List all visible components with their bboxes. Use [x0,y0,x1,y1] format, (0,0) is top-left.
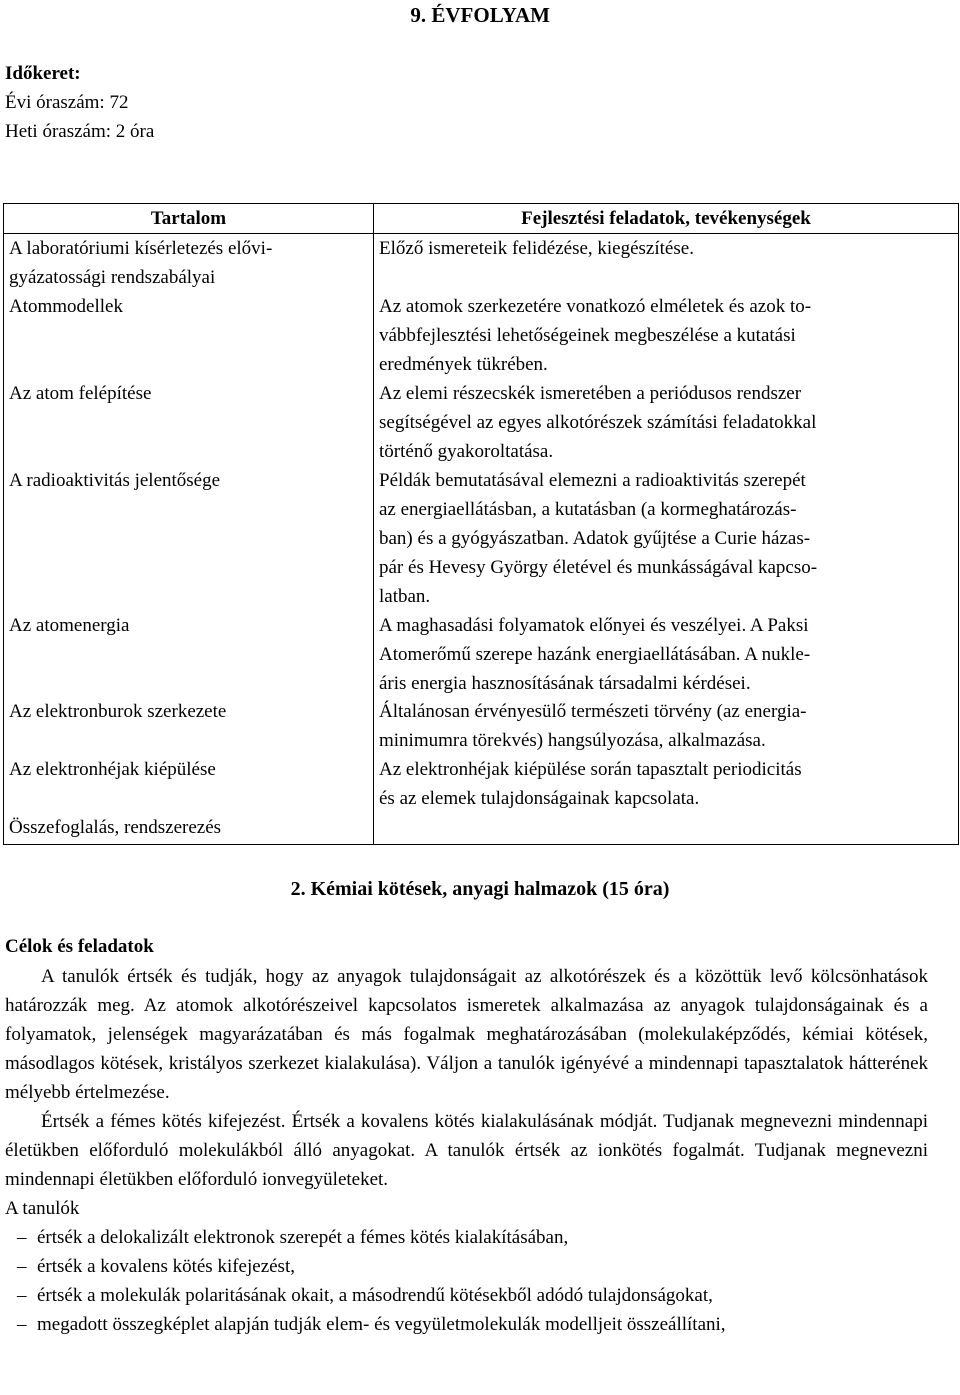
list-intro: A tanulók [5,1198,80,1219]
content-item: Atommodellek [9,296,123,317]
list-item: – megadott összegképlet alapján tudják elem- és vegyületmolekulák modelljeit összeállítani, [5,1310,928,1339]
tasks-column-header: Fejlesztési feladatok, tevékenységek [374,204,959,234]
goals-list [5,1223,928,1339]
content-item: Az atomenergia [9,615,130,636]
goals-paragraph: Értsék a fémes kötés kifejezést. Értsék a kovalens kötés kialakulásának módját. Tudjanak megnevezni mindennapi életükben előforduló molekulákból álló anyagokat. A tanulók értsék az ionkötés fogalmát. Tudjanak megnevezni mindennapi életükben előforduló ionvegyületeket. [5,1111,928,1190]
task-paragraph: Az elektronhéjak kiépülése során tapasztalt periodicitás és az elemek tulajdonságainak kapcsolata. [379,759,802,809]
curriculum-table [3,203,959,845]
goals-paragraph: A tanulók értsék és tudják, hogy az anyagok tulajdonságait az alkotórészek és a közöttük levő kölcsönhatások határozzák meg. Az atomok alkotórészeivel kapcsolatos ismeretek alkalmazása az anyagok tulajdonságainak és a folyamatok, jelenségek magyarázatában és más fogalmak meghatározásában (molekulaképződés, kémiai kötések, másodlagos kötések, kristályos szerkezet kialakulása). Váljon a tanulók igényévé a mindennapi tapasztalatok hátterének mélyebb értelmezése. [5,966,928,1103]
tasks-cell [374,234,959,845]
timeframe-block [5,59,154,146]
list-item: – értsék a molekulák polaritásának okait, a másodrendű kötésekből adódó tulajdonságokat, [5,1281,928,1310]
content-item: Az elektronburok szerkezete [9,701,227,722]
table-header-row [4,204,959,234]
table-row [4,234,959,845]
content-item: A laboratóriumi kísérletezés elővi- [9,238,273,259]
content-cell [4,234,374,845]
content-item: Az atom felépítése [9,383,152,404]
grade-heading: 9. ÉVFOLYAM [410,3,550,27]
list-item: – értsék a delokalizált elektronok szerepét a fémes kötés kialakításában, [5,1223,928,1252]
list-item: – értsék a kovalens kötés kifejezést, [5,1252,928,1281]
task-paragraph: Előző ismereteik felidézése, kiegészítése. [379,238,694,259]
section-title: 2. Kémiai kötések, anyagi halmazok (15 óra) [290,878,670,900]
task-paragraph: Az atomok szerkezetére vonatkozó elméletek és azok to- vábbfejlesztési lehetőségeinek megbeszélése a kutatási eredmények tükrében. [379,296,812,375]
content-item: A radioaktivitás jelentősége [9,470,221,491]
timeframe-title: Időkeret: [5,63,81,84]
task-paragraph: Általánosan érvényesülő természeti törvény (az energia- minimumra törekvés) hangsúlyozása, alkalmazása. [379,701,807,751]
content-column-header: Tartalom [4,204,374,234]
content-item: Összefoglalás, rendszerezés [9,817,222,838]
goals-body [5,962,928,1339]
content-item: Az elektronhéjak kiépülése [9,759,216,780]
task-paragraph: Az elemi részecskék ismeretében a periódusos rendszer segítségével az egyes alkotórészek számítási feladatokkal történő gyakoroltatása. [379,383,817,462]
task-paragraph: Példák bemutatásával elemezni a radioaktivitás szerepét az energiaellátásban, a kutatásban (a kormeghatározás- ban) és a gyógyászatban. Adatok gyűjtése a Curie házas- pár és Hevesy György életével és munkásságával kapcso- latban. [379,470,818,607]
goals-title: Célok és feladatok [5,936,154,957]
weekly-hours: Heti óraszám: 2 óra [5,121,155,142]
content-item: gyázatossági rendszabályai [9,267,216,288]
task-paragraph: A maghasadási folyamatok előnyei és veszélyei. A Paksi Atomerőmű szerepe hazánk energiaellátásában. A nukle- áris energia hasznosításának társadalmi kérdései. [379,615,811,694]
yearly-hours: Évi óraszám: 72 [5,92,129,113]
